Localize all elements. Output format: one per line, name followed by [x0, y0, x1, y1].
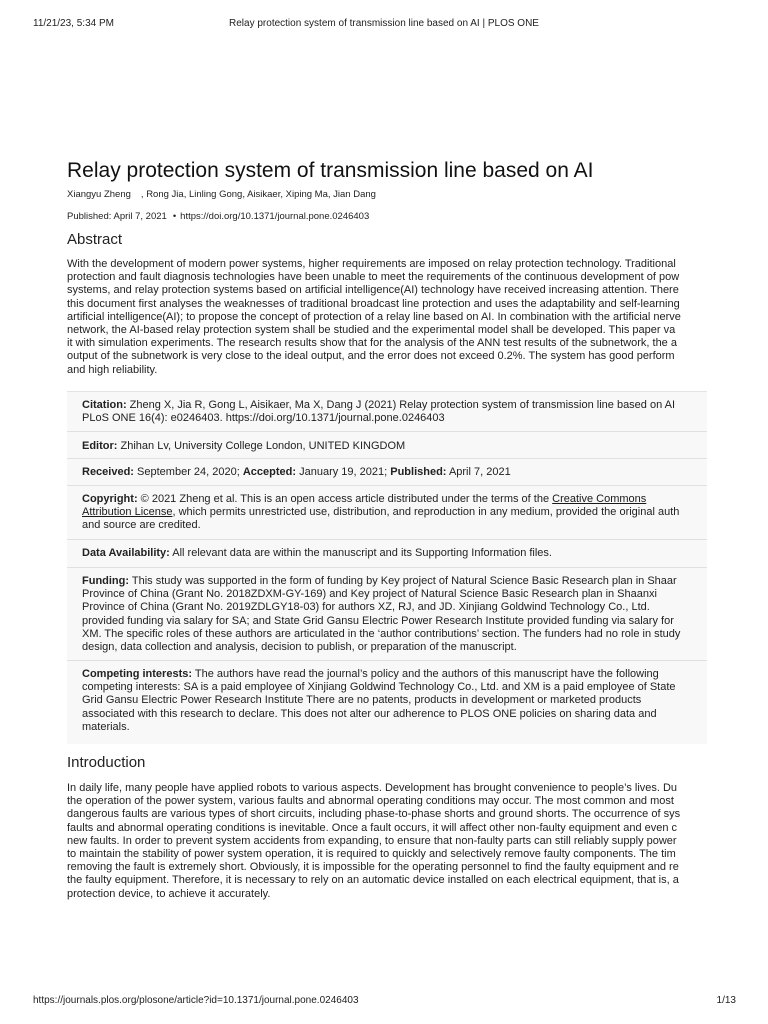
abstract-line: protection and fault diagnosis technologies have been unable to meet the requirements of the continuous development of pow — [67, 271, 680, 284]
competing-line: The authors have read the journal’s policy and the authors of this manuscript have the following — [194, 668, 659, 680]
divider — [67, 660, 707, 661]
editor-block — [82, 440, 405, 453]
abstract-line: network, the AI-based relay protection system shall be studied and the experimental model shall be developed. This paper va — [67, 324, 676, 337]
competing-interests-label: Competing interests: — [82, 668, 193, 680]
published-date-info: April 7, 2021 — [448, 466, 511, 478]
competing-interests-block — [82, 668, 676, 734]
funding-line: provided funding via salary for SA; and State Grid Gansu Electric Power Research Institute provided funding via salary for — [82, 614, 674, 627]
introduction-heading: Introduction — [67, 754, 146, 771]
abstract-heading: Abstract — [67, 231, 123, 248]
funding-line: design, data collection and analysis, decision to publish, or preparation of the manuscript. — [82, 641, 517, 654]
introduction-body — [67, 782, 707, 901]
intro-line: new faults. In order to prevent system accidents from expanding, to ensure that non-faulty parts can still reliably supply power — [67, 834, 677, 847]
data-availability-block — [82, 547, 552, 560]
intro-line: dangerous faults are various types of short circuits, including phase-to-phase shorts and ground shorts. The occurrence of sys — [67, 808, 681, 821]
competing-line: associated with this research to declare. This does not alter our adherence to PLOS ONE policies on sharing data and — [82, 707, 657, 720]
divider — [67, 485, 707, 486]
abstract-body — [67, 258, 707, 377]
abstract-line: it with simulation experiments. The research results show that for the analysis of the ANN test results of the subnetwork, the a — [67, 337, 677, 350]
citation-text: Zheng X, Jia R, Gong L, Aisikaer, Ma X, Dang J (2021) Relay protection system of transmission line based on AI — [129, 399, 676, 411]
divider — [67, 539, 707, 540]
data-availability-text: All relevant data are within the manuscript and its Supporting Information files. — [172, 547, 552, 559]
competing-line: Grid Gansu Electric Power Research Institute There are no patents, products in development or marketed products — [82, 694, 642, 707]
editor-text: Zhihan Lv, University College London, UNITED KINGDOM — [120, 440, 406, 452]
abstract-line: artificial intelligence(AI); to propose the concept of protection of a relay line based on AI. In combination with the artificial nerve — [67, 310, 681, 323]
article-title: Relay protection system of transmission line based on AI — [67, 159, 594, 182]
funding-line: Province of China (Grant No. 2019ZDLGY18-03) for authors XZ, RJ, and JD. Xinjiang Goldwind Technology Co., Ltd. — [82, 601, 650, 614]
citation-text-2: PLoS ONE 16(4): e0246403. https://doi.org/10.1371/journal.pone.0246403 — [82, 412, 445, 425]
abstract-line: systems, and relay protection systems based on artificial intelligence(AI) technology have received increasing attention. There — [67, 284, 679, 297]
divider — [67, 431, 707, 432]
funding-block — [82, 575, 680, 654]
competing-line: materials. — [82, 720, 130, 733]
author-first[interactable]: Xiangyu Zheng — [67, 189, 131, 200]
published-label: Published: — [390, 466, 447, 478]
copyright-block — [82, 493, 679, 533]
received-label: Received: — [82, 466, 134, 478]
intro-line: removing the fault is extremely short. Obviously, it is impossible for the operating personnel to find the faulty equipment and re — [67, 861, 679, 874]
editor-label: Editor: — [82, 440, 118, 452]
doi-link[interactable]: https://doi.org/10.1371/journal.pone.0246403 — [180, 211, 370, 222]
abstract-line: output of the subnetwork is very close to the ideal output, and the error does not exceed 0.2%. The system has good perform — [67, 350, 675, 363]
abstract-line: this document first analyses the weaknesses of traditional broadcast line protection and uses the adaptability and self-learning — [67, 297, 680, 310]
intro-line: In daily life, many people have applied robots to various aspects. Development has brought convenience to people’s lives. Du — [67, 782, 678, 794]
received-date: September 24, 2020; — [137, 466, 240, 478]
print-page-number: 1/13 — [716, 995, 736, 1006]
copyright-text: © 2021 Zheng et al. This is an open access article distributed under the terms of the — [140, 493, 550, 505]
abstract-line: and high reliability. — [67, 363, 158, 376]
intro-line: the operation of the power system, various faults and abnormal operating conditions may occur. The most common and most — [67, 795, 674, 808]
author-rest[interactable]: , Rong Jia, Linling Gong, Aisikaer, Xiping Ma, Jian Dang — [140, 189, 376, 200]
abstract-line: With the development of modern power systems, higher requirements are imposed on relay protection technology. Traditional — [67, 258, 676, 270]
author-list — [67, 189, 376, 200]
dates-block — [82, 466, 511, 479]
license-link-2[interactable]: Attribution License — [82, 506, 173, 519]
accepted-date: January 19, 2021; — [299, 466, 388, 478]
accepted-label: Accepted: — [242, 466, 297, 478]
funding-line: XM. The specific roles of these authors are articulated in the ‘author contributions’ section. The funders had no role in study — [82, 627, 681, 640]
divider — [67, 567, 707, 568]
published-date: Published: April 7, 2021 — [67, 211, 167, 222]
copyright-text-3: and source are credited. — [82, 519, 201, 532]
citation-label: Citation: — [82, 399, 127, 411]
citation-block — [82, 399, 675, 425]
divider — [67, 458, 707, 459]
bullet-separator: • — [172, 211, 177, 222]
funding-label: Funding: — [82, 575, 130, 587]
copyright-text-2: , which permits unrestricted use, distribution, and reproduction in any medium, provided the original auth — [172, 506, 680, 519]
funding-line: Province of China (Grant No. 2018ZDXM-GY-169) and Key project of Natural Science Basic Research plan in Shaanxi — [82, 588, 657, 601]
intro-line: the faulty equipment. Therefore, it is necessary to rely on an automatic device installed on each electrical equipment, that is, a — [67, 874, 679, 887]
license-link[interactable]: Creative Commons — [552, 493, 647, 505]
funding-line: This study was supported in the form of funding by Key project of Natural Science Basic Research plan in Shaar — [131, 575, 677, 587]
intro-line: to maintain the stability of power system operation, it is required to quickly and selectively remove faulty components. The tim — [67, 848, 676, 861]
competing-line: competing interests: SA is a paid employee of Xinjiang Goldwind Technology Co., Ltd. and XM is a paid employee of State — [82, 681, 676, 694]
article-content — [67, 0, 707, 1000]
publication-line — [67, 211, 369, 222]
print-datetime: 11/21/23, 5:34 PM — [33, 18, 114, 29]
article-info-box — [67, 391, 707, 744]
copyright-label: Copyright: — [82, 493, 138, 505]
print-page-title: Relay protection system of transmission line based on AI | PLOS ONE — [229, 18, 539, 29]
intro-line: protection device, to achieve it accurately. — [67, 887, 271, 900]
print-url: https://journals.plos.org/plosone/article?id=10.1371/journal.pone.0246403 — [33, 995, 359, 1006]
data-availability-label: Data Availability: — [82, 547, 170, 559]
intro-line: faults and abnormal operating conditions is inevitable. Once a fault occurs, it will affect other non-faulty equipment and even c — [67, 821, 678, 834]
